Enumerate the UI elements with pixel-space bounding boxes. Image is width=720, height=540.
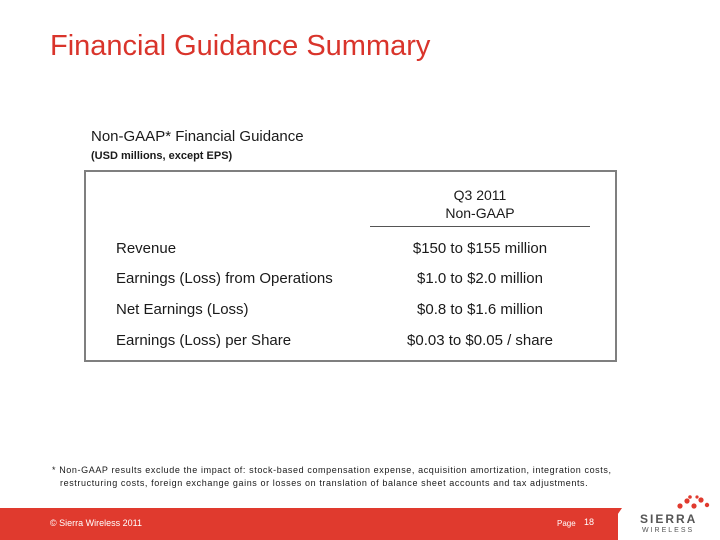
row-value-net-earnings: $0.8 to $1.6 million	[417, 301, 543, 318]
row-value-operations: $1.0 to $2.0 million	[417, 270, 543, 287]
units-note: (USD millions, except EPS)	[91, 150, 233, 162]
page-number: 18	[584, 517, 595, 527]
row-value-revenue: $150 to $155 million	[412, 240, 548, 257]
column-header	[370, 186, 590, 222]
guidance-subtitle: Non-GAAP* Financial Guidance	[91, 128, 304, 145]
logo-wordmark: SIERRA	[640, 512, 698, 526]
logo-subtext: WIRELESS	[642, 527, 695, 534]
row-value-eps: $0.03 to $0.05 / share	[407, 332, 553, 349]
footnote	[52, 464, 652, 490]
copyright-text: © Sierra Wireless 2011	[50, 518, 142, 528]
column-header-basis: Non-GAAP	[445, 205, 515, 221]
footer-bar-notch	[600, 508, 622, 540]
column-header-underline	[370, 226, 590, 227]
row-label-net-earnings: Net Earnings (Loss)	[116, 301, 249, 318]
row-label-operations: Earnings (Loss) from Operations	[116, 270, 333, 287]
row-label-revenue: Revenue	[116, 240, 177, 257]
page-label: Page	[557, 519, 576, 528]
row-label-eps: Earnings (Loss) per Share	[116, 332, 292, 349]
sierra-wireless-logo-icon	[676, 494, 710, 512]
slide-title: Financial Guidance Summary	[50, 30, 431, 62]
footnote-line-1: * Non-GAAP results exclude the impact of: stock-based compensation expense, acquisition amortization, integration costs,	[52, 465, 612, 475]
sierra-wireless-logo	[636, 494, 716, 538]
footnote-line-2: restructuring costs, foreign exchange gains or losses on translation of balance sheet accounts and tax adjustments.	[60, 478, 589, 488]
column-header-period: Q3 2011	[453, 187, 507, 203]
